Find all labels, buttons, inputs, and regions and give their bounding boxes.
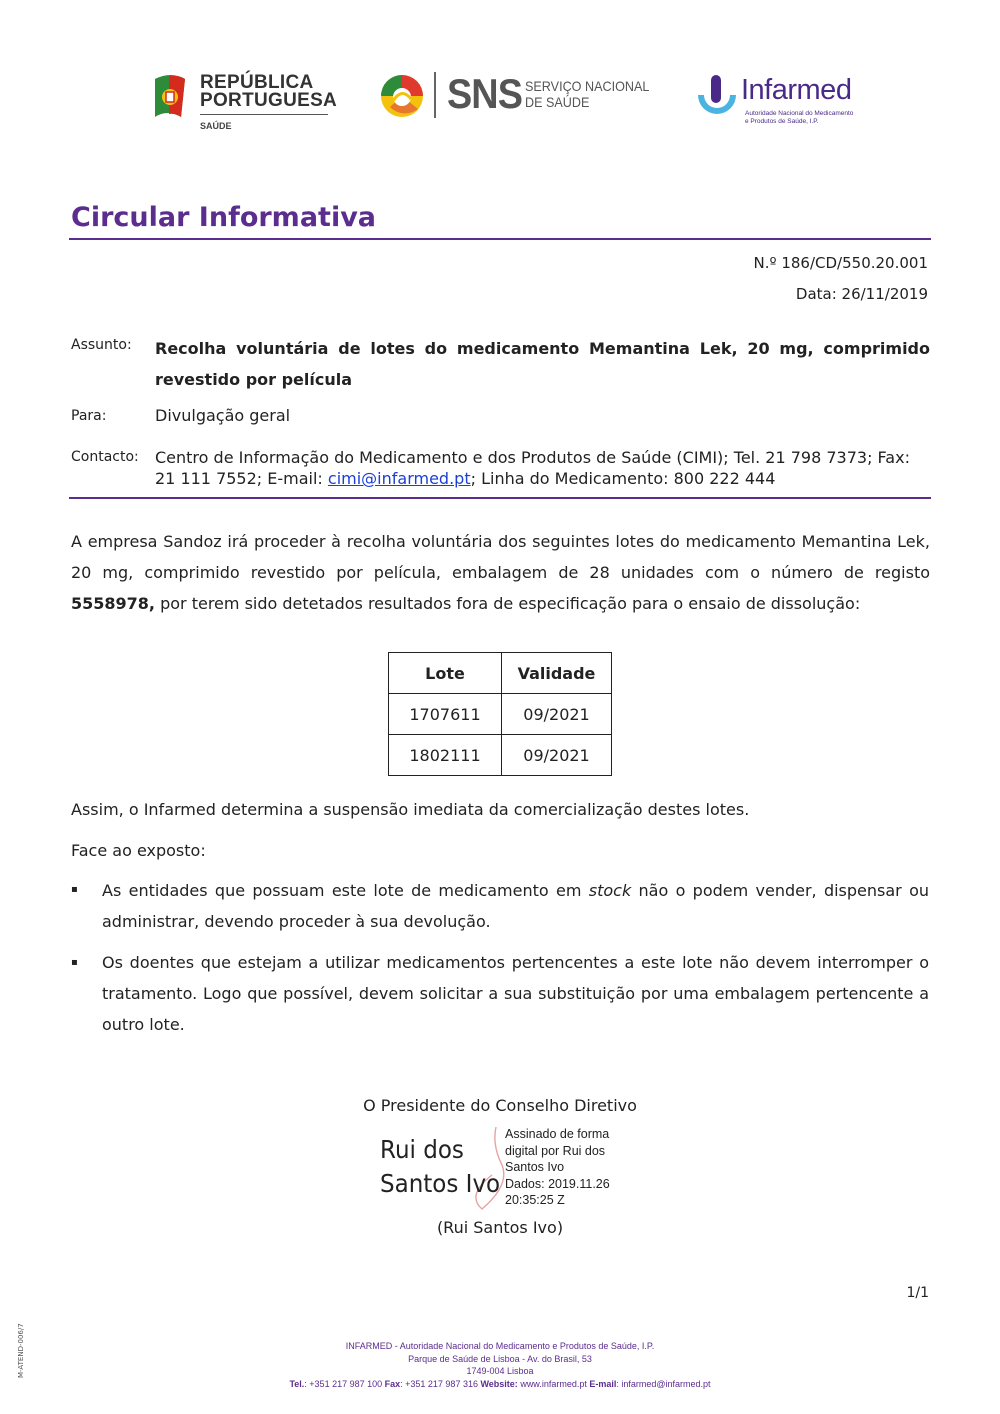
footer-email-label: E-mail xyxy=(589,1378,617,1389)
subject-text: Recolha voluntária de lotes do medicamento Memantina Lek, 20 mg, comprimido revestido por película xyxy=(155,339,930,389)
contact-text xyxy=(155,447,935,489)
recipient-text: Divulgação geral xyxy=(155,406,291,425)
infarmed-sub-line-2: e Produtos de Saúde, I.P. xyxy=(745,118,819,125)
registration-number: 5558978, xyxy=(71,594,156,613)
footer-fax-label: Fax xyxy=(384,1378,401,1389)
republica-portuguesa-emblem-icon xyxy=(151,73,189,119)
footer-organization: INFARMED - Autoridade Nacional do Medicamento e Produtos de Saúde, I.P. xyxy=(345,1341,655,1351)
suspension-paragraph: Assim, o Infarmed determina a suspensão imediata da comercialização destes lotes. xyxy=(71,800,750,819)
bullet-marker: ▪ xyxy=(71,957,78,968)
subject-label: Assunto: xyxy=(71,337,132,353)
footer-tel: : +351 217 987 100 xyxy=(304,1378,385,1389)
logo-line-2: PORTUGUESA xyxy=(200,90,338,111)
consequence-paragraph: Face ao exposto: xyxy=(71,841,206,860)
table-row xyxy=(389,735,612,776)
document-date: Data: 26/11/2019 xyxy=(795,285,928,303)
lots-table xyxy=(388,652,612,776)
signature-detail-line: digital por Rui dos xyxy=(505,1143,606,1158)
signature-detail-line: Santos Ivo xyxy=(505,1160,565,1174)
sns-logo-text: SNS xyxy=(447,70,523,117)
infarmed-emblem-icon xyxy=(694,73,738,119)
intro-text-end: por terem sido detetados resultados fora de especificação para o ensaio de dissolução: xyxy=(155,594,861,613)
page-number: 1/1 xyxy=(906,1285,929,1301)
footer-web-label: Website: xyxy=(480,1378,518,1389)
table-row xyxy=(389,694,612,735)
recipient-label: Para: xyxy=(71,408,107,424)
bullet-marker: ▪ xyxy=(71,884,78,895)
contact-text-end: ; Linha do Medicamento: 800 222 444 xyxy=(470,469,776,488)
footer-fax: : +351 217 987 316 xyxy=(400,1378,481,1389)
sns-sub-line-1: SERVIÇO NACIONAL xyxy=(525,78,650,94)
footer-tel-label: Tel. xyxy=(289,1378,305,1389)
digital-signature-details xyxy=(505,1126,610,1209)
table-header-row xyxy=(389,653,612,694)
bullet-1-stock-word: stock xyxy=(588,881,632,900)
republica-portuguesa-logo-text xyxy=(200,74,337,110)
intro-paragraph xyxy=(71,526,930,619)
reference-number: N.º 186/CD/550.20.001 xyxy=(753,254,928,272)
table-cell-validade: 09/2021 xyxy=(502,735,612,776)
logo-divider xyxy=(200,114,328,115)
signature-name-line-1: Rui dos xyxy=(380,1135,464,1164)
footer-postcode: 1749-004 Lisboa xyxy=(466,1366,534,1376)
signature-name-line-2: Santos Ivo xyxy=(380,1169,501,1198)
signature-detail-line: Dados: 2019.11.26 xyxy=(505,1176,610,1191)
table-header-lote: Lote xyxy=(389,653,502,694)
contact-email-link[interactable]: cimi@infarmed.pt xyxy=(327,469,471,488)
digital-signature-name xyxy=(380,1133,500,1201)
title-underline xyxy=(69,238,931,240)
footer-address: Parque de Saúde de Lisboa - Av. do Brasil, 53 xyxy=(408,1353,592,1364)
bullet-1-text-end: não o podem vender, dispensar ou administrar, devendo proceder à sua devolução. xyxy=(102,881,930,931)
sns-sub-line-2: DE SAÚDE xyxy=(525,94,590,110)
sns-logo-subtitle xyxy=(525,78,649,110)
table-cell-lote: 1802111 xyxy=(389,735,502,776)
footer xyxy=(0,1340,1000,1390)
table-header-validade: Validade xyxy=(502,653,612,694)
signatory-role: O Presidente do Conselho Diretivo xyxy=(363,1096,637,1115)
sns-emblem-icon xyxy=(378,73,426,119)
footer-web: www.infarmed.pt xyxy=(517,1378,590,1389)
signature-detail-line: 20:35:25 Z xyxy=(505,1193,565,1207)
infarmed-sub-line-1: Autoridade Nacional do Medicamento xyxy=(745,110,854,117)
bullet-item-patients: Os doentes que estejam a utilizar medicamentos pertencentes a este lote não devem interromper o tratamento. Logo que possível, devem solicitar a sua substituição por uma embalagem pertencente a outro lote. xyxy=(102,953,929,1034)
table-cell-lote: 1707611 xyxy=(389,694,502,735)
bullet-1-text-start: As entidades que possuam este lote de medicamento em xyxy=(102,881,589,900)
document-title: Circular Informativa xyxy=(71,202,377,233)
infarmed-logo-subtitle xyxy=(745,110,853,126)
logo-saude-label: SAÚDE xyxy=(200,121,232,131)
footer-email: : infarmed@infarmed.pt xyxy=(616,1378,711,1389)
contact-text-start: Centro de Informação do Medicamento e dos Produtos de Saúde (CIMI); Tel. 21 798 7373; Fax: 21 111 7552; E-mail: xyxy=(155,448,910,488)
infarmed-logo-text: Infarmed xyxy=(741,74,852,106)
bullet-item-entities xyxy=(102,875,929,937)
form-code: M-ATEND-006/7 xyxy=(17,1323,25,1378)
signature-detail-line: Assinado de forma xyxy=(505,1127,610,1141)
signatory-printed-name: (Rui Santos Ivo) xyxy=(436,1218,564,1237)
contact-label: Contacto: xyxy=(71,449,139,465)
intro-text-start: A empresa Sandoz irá proceder à recolha voluntária dos seguintes lotes do medicamento Memantina Lek, 20 mg, comprimido revestido por película, embalagem de 28 unidades com o número de registo xyxy=(71,532,930,582)
footer-contacts xyxy=(0,1378,1000,1391)
table-cell-validade: 09/2021 xyxy=(502,694,612,735)
logo-line-1: REPÚBLICA xyxy=(200,72,314,93)
sns-divider xyxy=(434,72,436,118)
header-divider xyxy=(69,497,931,499)
